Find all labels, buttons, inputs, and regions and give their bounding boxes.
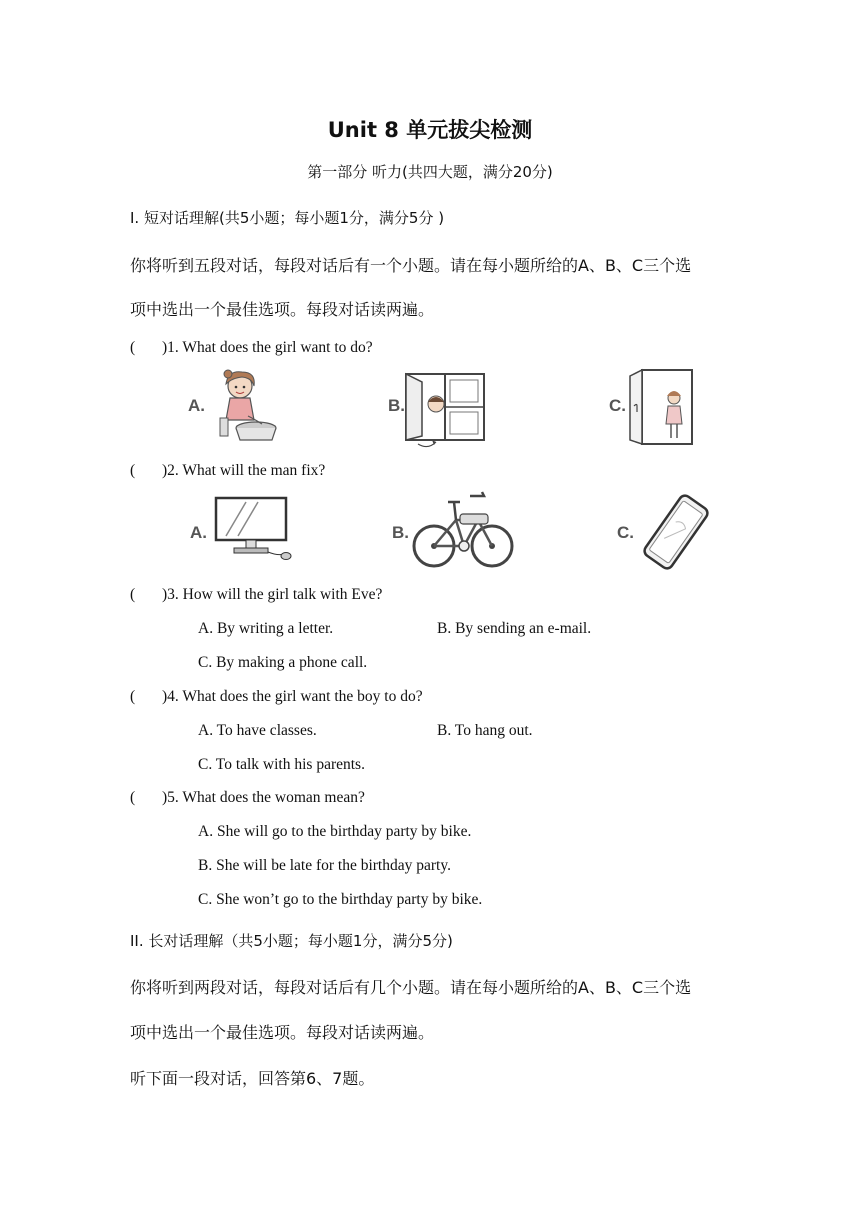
q2-text: )2. What will the man fix?	[162, 462, 326, 479]
q1-pic-b-label: B.	[388, 396, 405, 415]
q3-text: )3. How will the girl talk with Eve?	[162, 586, 383, 603]
section2-heading: II. 长对话理解（共5小题；每小题1分，满分5分)	[130, 932, 453, 950]
q5-option-c[interactable]: C. She won’t go to the birthday party by bike.	[198, 891, 483, 908]
q1-text: )1. What does the girl want to do?	[162, 339, 373, 356]
bicycle-icon	[412, 490, 516, 572]
q4-option-a[interactable]: A. To have classes.	[198, 722, 317, 739]
page-title: Unit 8 单元拔尖检测	[327, 118, 533, 142]
q2-pic-c-label: C.	[617, 523, 634, 542]
q5-option-b[interactable]: B. She will be late for the birthday party.	[198, 857, 451, 874]
section2-prompt: 听下面一段对话，回答第6、7题。	[130, 1069, 375, 1088]
section2-instruction-line1: 你将听到两段对话，每段对话后有几个小题。请在每小题所给的A、B、C三个选	[130, 978, 692, 997]
q2-pic-b-label: B.	[392, 523, 409, 542]
q3-answer-paren[interactable]: (	[130, 586, 136, 603]
q1-pic-c-label: C.	[609, 396, 626, 415]
q4-text: )4. What does the girl want the boy to do?	[162, 688, 423, 705]
q4-option-c[interactable]: C. To talk with his parents.	[198, 756, 365, 773]
part-subtitle: 第一部分 听力(共四大题，满分20分)	[307, 163, 553, 181]
q3-option-a[interactable]: A. By writing a letter.	[198, 620, 334, 637]
q4-option-b[interactable]: B. To hang out.	[437, 722, 533, 739]
computer-monitor-icon	[212, 496, 294, 562]
q2-answer-paren[interactable]: (	[130, 462, 136, 479]
q5-option-a[interactable]: A. She will go to the birthday party by bike.	[198, 823, 472, 840]
girl-in-doorway-icon	[628, 366, 696, 448]
q5-answer-paren[interactable]: (	[130, 789, 136, 806]
q3-option-b[interactable]: B. By sending an e-mail.	[437, 620, 592, 637]
mobile-phone-icon	[640, 494, 712, 570]
q1-pic-a-label: A.	[188, 396, 205, 415]
girl-opening-window-icon	[404, 370, 488, 450]
q1-answer-paren[interactable]: (	[130, 339, 136, 356]
section1-instruction-line2: 项中选出一个最佳选项。每段对话读两遍。	[130, 300, 435, 319]
section1-heading: I. 短对话理解(共5小题；每小题1分，满分5分 )	[130, 209, 445, 227]
q3-option-c[interactable]: C. By making a phone call.	[198, 654, 368, 671]
q2-pic-a-label: A.	[190, 523, 207, 542]
girl-washing-clothes-icon	[212, 368, 278, 444]
section2-instruction-line2: 项中选出一个最佳选项。每段对话读两遍。	[130, 1023, 435, 1042]
section1-instruction-line1: 你将听到五段对话，每段对话后有一个小题。请在每小题所给的A、B、C三个选	[130, 256, 692, 275]
q5-text: )5. What does the woman mean?	[162, 789, 365, 806]
q4-answer-paren[interactable]: (	[130, 688, 136, 705]
